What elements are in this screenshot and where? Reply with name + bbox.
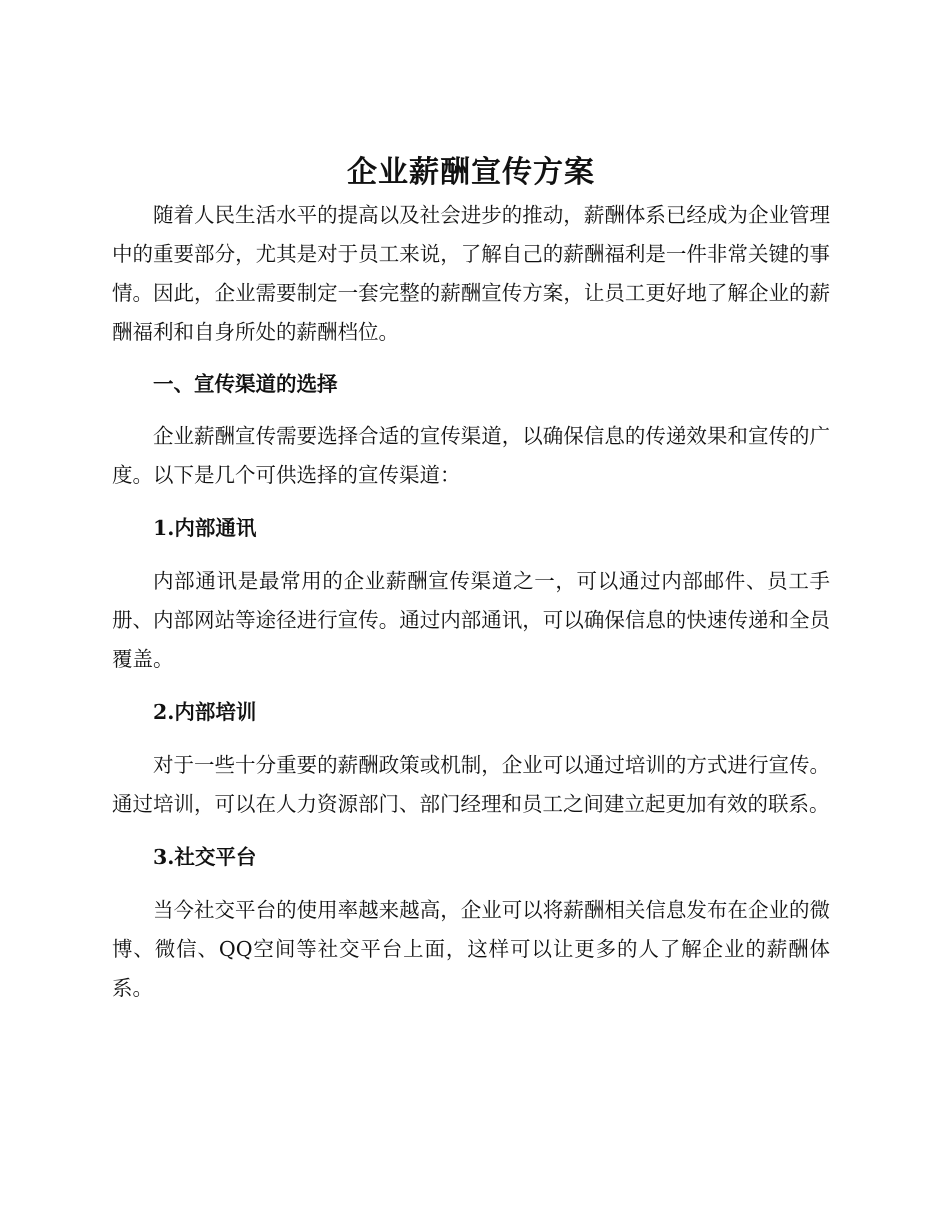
subheading-internal-training: 2.内部培训 xyxy=(153,700,257,724)
spacer xyxy=(112,732,830,746)
spacer xyxy=(112,548,830,562)
section-heading-channels: 一、宣传渠道的选择 xyxy=(153,372,338,396)
subheading-internal-communication: 1.内部通讯 xyxy=(153,516,257,540)
spacer xyxy=(112,824,830,838)
spacer xyxy=(112,352,830,365)
spacer xyxy=(112,404,830,417)
document-body xyxy=(112,150,830,1008)
spacer xyxy=(112,877,830,891)
spacer xyxy=(112,495,830,509)
subheading-social-platforms: 3.社交平台 xyxy=(153,845,257,869)
paragraph-internal-training: 对于一些十分重要的薪酬政策或机制，企业可以通过培训的方式进行宣传。通过培训，可以在人力资源部门、部门经理和员工之间建立起更加有效的联系。 xyxy=(112,753,830,816)
document-title: 企业薪酬宣传方案 xyxy=(347,155,595,190)
paragraph-social-platforms: 当今社交平台的使用率越来越高，企业可以将薪酬相关信息发布在企业的微博、微信、QQ空间等社交平台上面，这样可以让更多的人了解企业的薪酬体系。 xyxy=(112,898,830,1000)
section-intro-paragraph: 企业薪酬宣传需要选择合适的宣传渠道，以确保信息的传递效果和宣传的广度。以下是几个可供选择的宣传渠道： xyxy=(112,424,830,487)
paragraph-internal-communication: 内部通讯是最常用的企业薪酬宣传渠道之一，可以通过内部邮件、员工手册、内部网站等途径进行宣传。通过内部通讯，可以确保信息的快速传递和全员覆盖。 xyxy=(112,569,830,671)
intro-paragraph: 随着人民生活水平的提高以及社会进步的推动，薪酬体系已经成为企业管理中的重要部分，尤其是对于员工来说，了解自己的薪酬福利是一件非常关键的事情。因此，企业需要制定一套完整的薪酬宣传方案，让员工更好地了解企业的薪酬福利和自身所处的薪酬档位。 xyxy=(112,203,830,344)
spacer xyxy=(112,679,830,693)
